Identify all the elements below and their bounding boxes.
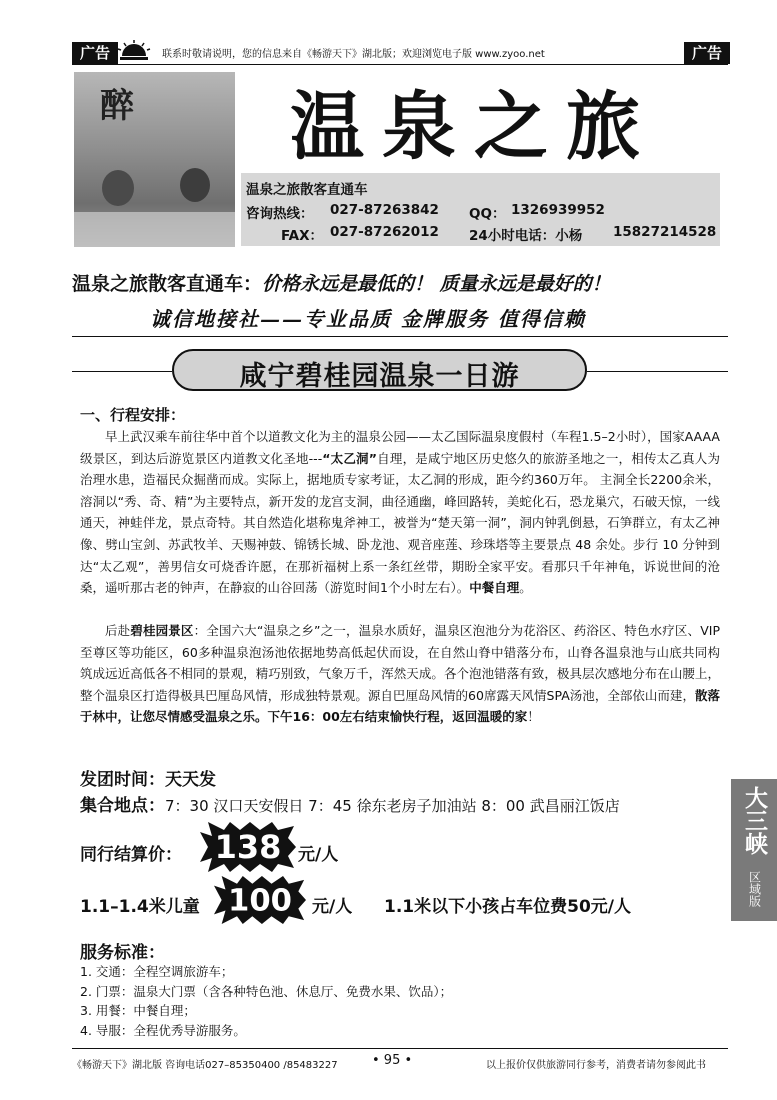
- itinerary-paragraph-1: [80, 426, 720, 599]
- p2-highlight: 碧桂园景区: [130, 623, 194, 638]
- p1-highlight: 中餐自理: [469, 580, 520, 596]
- photo-water: [74, 212, 235, 247]
- hotline-label: 咨询热线：: [246, 206, 314, 222]
- service-list: [80, 962, 452, 1040]
- footer-left: 《畅游天下》湖北版 咨询电话027–85350400 /85483227: [72, 1060, 338, 1071]
- qq-number: 1326939952: [511, 202, 605, 218]
- banner-line-left: [72, 371, 172, 372]
- section-divider: [72, 336, 728, 337]
- adult-price: 138: [214, 828, 282, 866]
- photo-figure: [180, 168, 210, 202]
- footer-right: 以上报价仅供旅游同行参考，消费者请勿参阅此书: [486, 1060, 706, 1071]
- seat-fee-note: 1.1米以下小孩占车位费50元/人: [384, 897, 631, 917]
- p2-highlight: 散落于林中，让您尽情感受温泉之乐。下午16：00左右结束愉快行程，返回温暖的家: [80, 687, 720, 725]
- fax-number: 027-87262012: [330, 224, 439, 240]
- hot-spring-photo: [74, 72, 235, 247]
- region-side-tab: [731, 779, 777, 921]
- header-rule: [72, 64, 728, 65]
- phone-24h-label: 24小时电话：小杨: [469, 228, 583, 244]
- hotline-number: 027-87263842: [330, 202, 439, 218]
- header-note: 联系时敬请说明，您的信息来自《畅游天下》湖北版；欢迎浏览电子版 www.zyoo.net: [162, 49, 545, 60]
- price-burst-child: [214, 876, 306, 924]
- contact-name: 温泉之旅散客直通车: [246, 182, 368, 198]
- departure-row: [80, 765, 216, 790]
- p1-text: 自理，是咸宁地区历史悠久的旅游圣地之一，相传太乙真人为治理水患，造福民众掘凿而成。实际上，据地质专家考证，太乙洞的形成，距今约360万年。 主洞全长2200余米，溶洞以“秀、奇、精”为主要特点，新开发的龙宫支洞，曲径通幽，峰回路转，美蛇化石，恐龙巢穴，石破天惊，一线通天，神蛙伴龙，景点奇特。其自然造化堪称鬼斧神工，被誉为“楚天第一洞”，洞内钟乳倒悬，石笋群立，有太乙神像、劈山宝剑、苏武牧羊、天赐神鼓、锦锈长城、卧龙池、观音座莲、珍珠塔等主要景点 48 余处。步行 10 分钟到达“太乙观”，善男信女可烧香许愿，在那祈福树上系一条红丝带，期盼全家平安。看那只千年神龟，诉说世间的沧桑，遥听那古老的钟声，在静寂的山谷回荡（游览时间1个小时左右）。: [80, 450, 720, 596]
- price-burst-adult: [200, 822, 296, 872]
- meeting-label: 集合地点：: [80, 796, 165, 816]
- photo-calligraphy: 醉: [100, 86, 134, 126]
- adult-price-unit: 元/人: [298, 845, 339, 865]
- sun-logo-icon: [116, 38, 152, 62]
- page-number: • 95 •: [372, 1053, 413, 1068]
- p2-text: ！: [527, 709, 540, 725]
- sub-slogan: 诚信地接社——专业品质 金牌服务 值得信赖: [150, 307, 586, 331]
- service-item: 3. 用餐：中餐自理；: [80, 1003, 196, 1018]
- service-heading: 服务标准：: [80, 943, 165, 963]
- meeting-value: 7：30 汉口天安假日 7：45 徐东老房子加油站 8：00 武昌丽江饭店: [165, 797, 620, 815]
- service-item: 1. 交通：全程空调旅游车；: [80, 964, 234, 979]
- footer-rule: [72, 1048, 728, 1049]
- banner-text: 咸宁碧桂园温泉一日游: [239, 361, 520, 392]
- banner-line-right: [587, 371, 728, 372]
- p2-text: 后赴: [105, 623, 131, 638]
- p1-highlight: “太乙洞”: [322, 450, 377, 466]
- headline-slogan: 价格永远是最低的！ 质量永远是最好的！: [262, 273, 611, 295]
- p2-text: ：全国六大“温泉之乡”之一，温泉水质好，温泉区泡池分为花浴区、药浴区、特色水疗区、VIP至尊区等功能区，60多种温泉泡汤池依据地势高低起伏而设，在自然山脊中错落分布，山脊各温泉池与山底共同构筑成远近高低各不相同的景观，精巧别致，气象万千，浑然天成。各个泡池错落有致，极具层次感地分布在山腰上，整个温泉区打造得极具巴厘岛风情，形成独特景观。源自巴厘岛风情的60席露天风情SPA汤池，全部依山而建，: [80, 623, 720, 703]
- p1-text: 。: [519, 580, 532, 596]
- page-title: 温泉之旅: [290, 84, 658, 170]
- headline: [72, 269, 611, 296]
- photo-figure: [102, 170, 134, 206]
- headline-service: 温泉之旅散客直通车：: [72, 273, 263, 295]
- service-item: 2. 门票：温泉大门票（含各种特色池、休息厅、免费水果、饮品）；: [80, 983, 453, 999]
- p1-text: 早上武汉乘车前往华中首个以道教文化为主的温泉公园——太乙国际温泉度假村（车程1.5–2小时），国家AAAA级景区，到达后游览景区内道教文化圣地---: [80, 429, 720, 466]
- itinerary-heading: 一、行程安排：: [80, 406, 186, 424]
- departure-value: 天天发: [165, 770, 216, 790]
- departure-label: 发团时间：: [80, 770, 165, 790]
- fax-label: FAX：: [281, 228, 324, 244]
- side-tab-subtitle: 区域版: [747, 871, 762, 907]
- child-label: 1.1–1.4米儿童: [80, 897, 200, 917]
- contact-box: [241, 173, 720, 246]
- itinerary-paragraph-2: [80, 620, 720, 728]
- child-price: 100: [228, 883, 292, 919]
- price-label: 同行结算价：: [80, 845, 182, 865]
- ad-tag-right: 广告: [684, 42, 730, 64]
- child-price-unit: 元/人: [312, 897, 353, 917]
- ad-tag-left: 广告: [72, 42, 118, 64]
- phone-24h-number: 15827214528: [613, 224, 717, 240]
- qq-label: QQ：: [469, 206, 506, 222]
- service-item: 4. 导服：全程优秀导游服务。: [80, 1022, 246, 1038]
- tour-banner: [172, 349, 587, 391]
- side-tab-title: 大三峡: [741, 785, 768, 855]
- meeting-row: [80, 791, 620, 816]
